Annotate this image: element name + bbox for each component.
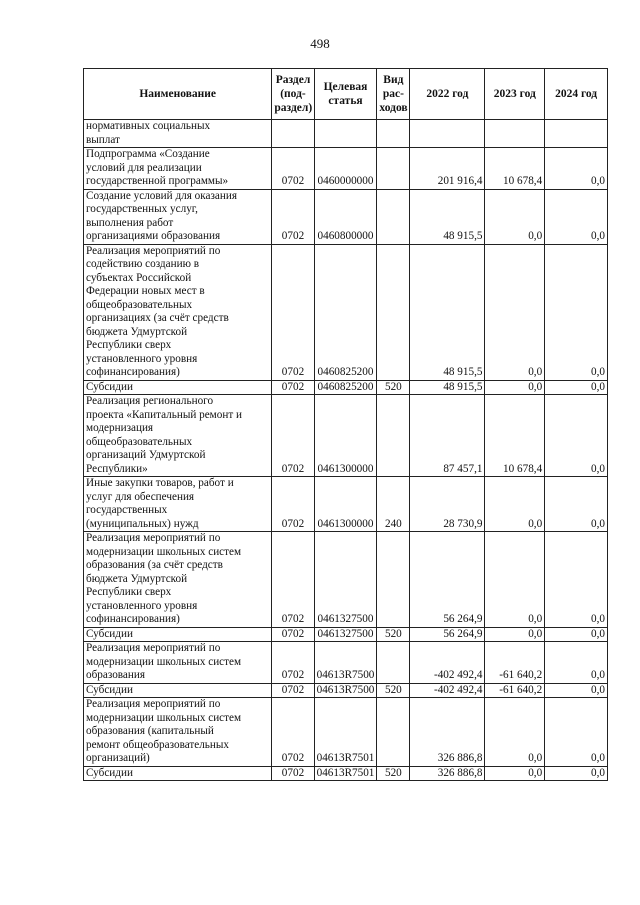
cell-name-line: бюджета Удмуртской (86, 572, 188, 585)
table-row (84, 244, 608, 380)
cell-y2024: 0,0 (545, 627, 608, 642)
cell-name-line: бюджета Удмуртской (86, 325, 188, 338)
cell-razdel: 0702 (272, 189, 314, 244)
cell-y2022: 28 730,9 (410, 477, 485, 532)
cell-y2023: 10 678,4 (485, 395, 545, 477)
cell-y2024: 0,0 (545, 148, 608, 190)
table-row (84, 766, 608, 781)
cell-y2022: -402 492,4 (410, 683, 485, 698)
cell-name-line: Субсидии (86, 683, 133, 696)
cell-name-line: образования (капитальный (86, 725, 214, 737)
cell-name (84, 244, 272, 380)
cell-statya: 04613R7501 (314, 766, 377, 781)
cell-name-line: модернизации школьных систем (86, 711, 242, 724)
cell-name (84, 189, 272, 244)
header-razdel: Раздел (под-раздел) (272, 69, 314, 120)
cell-name (84, 698, 272, 767)
cell-y2024: 0,0 (545, 683, 608, 698)
cell-name (84, 148, 272, 190)
cell-name-line: Подпрограмма «Создание (86, 148, 210, 160)
cell-statya: 04613R7500 (314, 642, 377, 684)
cell-razdel: 0702 (272, 683, 314, 698)
cell-y2024 (545, 120, 608, 148)
cell-vid: 520 (377, 380, 410, 395)
cell-name-line: Субсидии (86, 766, 133, 779)
table-row (84, 477, 608, 532)
cell-razdel: 0702 (272, 244, 314, 380)
cell-name-line: Реализация мероприятий по (86, 698, 221, 710)
cell-y2023: 0,0 (485, 477, 545, 532)
cell-y2022: -402 492,4 (410, 642, 485, 684)
cell-name-line: установленного уровня (86, 599, 198, 612)
cell-y2022: 87 457,1 (410, 395, 485, 477)
cell-name-line: услуг для обеспечения (86, 490, 195, 503)
cell-y2022: 56 264,9 (410, 532, 485, 628)
table-row (84, 642, 608, 684)
cell-name-line: Создание условий для оказания (86, 189, 238, 202)
cell-y2024: 0,0 (545, 244, 608, 380)
cell-y2022: 48 915,5 (410, 244, 485, 380)
table-body (84, 120, 608, 781)
cell-razdel: 0702 (272, 627, 314, 642)
cell-vid (377, 244, 410, 380)
cell-name-line: ремонт общеобразовательных (86, 738, 230, 751)
cell-y2023: 0,0 (485, 380, 545, 395)
cell-name (84, 627, 272, 642)
cell-y2024: 0,0 (545, 380, 608, 395)
header-2024: 2024 год (545, 69, 608, 120)
cell-statya: 0460825200 (314, 244, 377, 380)
table-row (84, 189, 608, 244)
table-row (84, 698, 608, 767)
cell-vid: 520 (377, 683, 410, 698)
cell-name (84, 532, 272, 628)
table-row (84, 148, 608, 190)
cell-y2023: 0,0 (485, 244, 545, 380)
cell-name-line: Реализация мероприятий по (86, 244, 221, 257)
cell-y2023: 0,0 (485, 766, 545, 781)
cell-name-line: Республики сверх (86, 586, 172, 598)
cell-name-line: софинансирования) (86, 613, 180, 625)
cell-name-line: Федерации новых мест в (86, 285, 205, 297)
cell-name-line: организациями образования (86, 230, 221, 242)
cell-y2022: 326 886,8 (410, 766, 485, 781)
page-number: 498 (310, 36, 330, 51)
cell-name-line: субъектах Российской (86, 271, 192, 284)
cell-name-line: модернизация (86, 422, 154, 434)
cell-name-line: Субсидии (86, 380, 133, 393)
header-2022: 2022 год (410, 69, 485, 120)
cell-y2024: 0,0 (545, 642, 608, 684)
cell-name (84, 120, 272, 148)
cell-statya: 0461300000 (314, 395, 377, 477)
cell-name-line: Субсидии (86, 627, 133, 640)
cell-y2022: 56 264,9 (410, 627, 485, 642)
cell-y2022: 48 915,5 (410, 380, 485, 395)
cell-y2024: 0,0 (545, 477, 608, 532)
cell-name-line: модернизации школьных систем (86, 545, 242, 558)
header-2023: 2023 год (485, 69, 545, 120)
header-name: Наименование (84, 69, 272, 120)
cell-y2024: 0,0 (545, 766, 608, 781)
cell-y2022: 326 886,8 (410, 698, 485, 767)
cell-name-line: образования (86, 669, 146, 681)
cell-name-line: установленного уровня (86, 352, 198, 365)
cell-name-line: нормативных социальных (86, 120, 211, 132)
table-row (84, 395, 608, 477)
cell-name-line: выполнения работ (86, 216, 174, 229)
cell-name-line: условий для реализации (86, 161, 202, 174)
cell-y2024: 0,0 (545, 189, 608, 244)
cell-name-line: государственной программы» (86, 175, 229, 187)
cell-vid (377, 120, 410, 148)
cell-razdel: 0702 (272, 642, 314, 684)
cell-name (84, 477, 272, 532)
cell-name-line: государственных услуг, (86, 203, 198, 215)
cell-razdel: 0702 (272, 477, 314, 532)
table-row (84, 683, 608, 698)
cell-name (84, 683, 272, 698)
cell-statya: 0461327500 (314, 532, 377, 628)
cell-name-line: образования (за счёт средств (86, 559, 223, 571)
cell-name-line: Реализация мероприятий по (86, 642, 221, 654)
cell-name-line: проекта «Капитальный ремонт и (86, 408, 243, 421)
table-header-row (84, 69, 608, 120)
cell-y2023: 0,0 (485, 627, 545, 642)
cell-vid (377, 698, 410, 767)
cell-name-line: Реализация регионального (86, 395, 214, 407)
cell-vid: 240 (377, 477, 410, 532)
cell-name (84, 395, 272, 477)
table-row (84, 532, 608, 628)
cell-vid (377, 642, 410, 684)
cell-vid: 520 (377, 627, 410, 642)
cell-razdel: 0702 (272, 698, 314, 767)
cell-razdel: 0702 (272, 148, 314, 190)
cell-y2022: 48 915,5 (410, 189, 485, 244)
cell-name-line: (муниципальных) нужд (86, 517, 199, 530)
cell-name-line: общеобразовательных (86, 298, 193, 311)
cell-name-line: организаций Удмуртской (86, 449, 206, 461)
cell-razdel: 0702 (272, 380, 314, 395)
cell-vid (377, 532, 410, 628)
cell-name-line: модернизации школьных систем (86, 655, 242, 668)
cell-name (84, 380, 272, 395)
cell-name-line: софинансирования) (86, 366, 180, 378)
cell-razdel (272, 120, 314, 148)
cell-y2023: 0,0 (485, 189, 545, 244)
cell-vid (377, 395, 410, 477)
cell-statya: 0460000000 (314, 148, 377, 190)
cell-y2024: 0,0 (545, 395, 608, 477)
cell-y2023: 0,0 (485, 532, 545, 628)
budget-table (83, 68, 608, 781)
cell-statya: 0461327500 (314, 627, 377, 642)
cell-statya: 04613R7501 (314, 698, 377, 767)
cell-name-line: выплат (86, 133, 120, 146)
cell-y2023: -61 640,2 (485, 683, 545, 698)
cell-vid (377, 148, 410, 190)
cell-y2024: 0,0 (545, 698, 608, 767)
cell-statya: 04613R7500 (314, 683, 377, 698)
cell-name-line: организациях (за счёт средств (86, 312, 229, 324)
cell-razdel: 0702 (272, 766, 314, 781)
table-row (84, 627, 608, 642)
cell-statya: 0460800000 (314, 189, 377, 244)
cell-name-line: Республики сверх (86, 339, 172, 351)
cell-name-line: организаций) (86, 752, 150, 764)
cell-name (84, 642, 272, 684)
cell-y2023: -61 640,2 (485, 642, 545, 684)
cell-name (84, 766, 272, 781)
cell-name-line: Республики» (86, 462, 148, 475)
header-statya: Целевая статья (314, 69, 377, 120)
cell-statya: 0461300000 (314, 477, 377, 532)
cell-name-line: государственных (86, 504, 168, 516)
cell-y2023 (485, 120, 545, 148)
cell-vid: 520 (377, 766, 410, 781)
cell-name-line: содействию созданию в (86, 258, 200, 270)
cell-y2023: 10 678,4 (485, 148, 545, 190)
cell-y2024: 0,0 (545, 532, 608, 628)
cell-statya (314, 120, 377, 148)
cell-y2022 (410, 120, 485, 148)
cell-razdel: 0702 (272, 395, 314, 477)
cell-y2022: 201 916,4 (410, 148, 485, 190)
cell-statya: 0460825200 (314, 380, 377, 395)
cell-razdel: 0702 (272, 532, 314, 628)
cell-vid (377, 189, 410, 244)
header-vid: Вид рас-ходов (377, 69, 410, 120)
cell-name-line: Иные закупки товаров, работ и (86, 477, 234, 489)
cell-name-line: общеобразовательных (86, 435, 193, 448)
table-row (84, 120, 608, 148)
cell-name-line: Реализация мероприятий по (86, 532, 221, 544)
table-row (84, 380, 608, 395)
cell-y2023: 0,0 (485, 698, 545, 767)
